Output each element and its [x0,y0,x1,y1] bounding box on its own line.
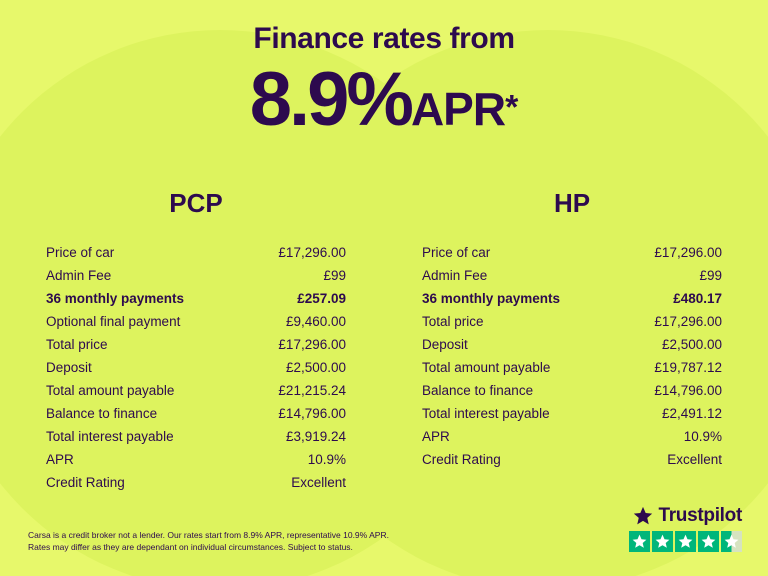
row-value: £99 [323,268,346,283]
star-icon [633,506,653,526]
row-value: £17,296.00 [278,245,346,260]
row-value: 10.9% [683,429,722,444]
row-label: Admin Fee [46,268,112,283]
row-label: Total price [46,337,108,352]
row-label: Admin Fee [422,268,488,283]
table-row [422,264,722,287]
row-value: £99 [699,268,722,283]
row-value: £9,460.00 [285,314,346,329]
row-label: Total amount payable [46,383,175,398]
row-label: APR [46,452,74,467]
disclaimer-line-2: Rates may differ as they are dependant on individual circumstances. Subject to status. [28,542,353,553]
row-value: £14,796.00 [654,383,722,398]
star-icon [652,531,673,552]
table-row [422,402,722,425]
row-label: APR [422,429,450,444]
table-row [46,264,346,287]
row-label: 36 monthly payments [422,291,561,306]
row-value: £2,500.00 [285,360,346,375]
row-value: £19,787.12 [654,360,722,375]
trustpilot-rating [629,531,742,552]
row-value: £2,491.12 [661,406,722,421]
row-value: £480.17 [673,291,722,306]
table-row [46,379,346,402]
row-label: Total interest payable [422,406,550,421]
table-row [46,333,346,356]
table-row [422,448,722,471]
row-label: Balance to finance [46,406,158,421]
finance-column-hp [422,188,722,494]
row-value: £17,296.00 [654,245,722,260]
finance-column-pcp [46,188,346,494]
row-label: Optional final payment [46,314,181,329]
table-row [46,471,346,494]
column-title-hp: HP [553,188,591,218]
table-row [46,402,346,425]
table-row [46,241,346,264]
row-value: £21,215.24 [278,383,346,398]
row-label: Deposit [422,337,468,352]
table-row [46,448,346,471]
row-label: Total price [422,314,484,329]
finance-comparison [0,188,768,494]
trustpilot-logo [629,505,742,527]
disclaimer-line-1: Carsa is a credit broker not a lender. Our rates start from 8.9% APR, representative 10.9% APR. [28,529,389,540]
row-value: £257.09 [297,291,346,306]
rate-value: 8.9% [249,57,411,142]
row-value: £3,919.24 [285,429,346,444]
rates-table-pcp [46,241,346,494]
table-row [422,379,722,402]
column-title-pcp: PCP [169,188,223,218]
row-label: Credit Rating [46,475,125,490]
rates-table-hp [422,241,722,471]
row-value: 10.9% [307,452,346,467]
rate-unit: APR [410,83,506,135]
row-label: 36 monthly payments [46,291,185,306]
table-row [422,425,722,448]
table-row [422,310,722,333]
row-value: Excellent [291,475,346,490]
row-label: Total interest payable [46,429,174,444]
row-value: Excellent [667,452,722,467]
table-row [422,333,722,356]
row-label: Balance to finance [422,383,534,398]
star-icon [629,531,650,552]
row-value: £17,296.00 [654,314,722,329]
star-icon [675,531,696,552]
row-label: Price of car [46,245,115,260]
table-row [422,287,722,310]
legal-disclaimer [28,529,389,555]
star-half-icon [721,531,742,552]
trustpilot-badge[interactable] [629,505,742,552]
table-row [46,287,346,310]
table-row [46,310,346,333]
table-row [422,241,722,264]
row-label: Price of car [422,245,491,260]
rate-headline [0,57,768,142]
table-row [46,356,346,379]
trustpilot-name: Trustpilot [658,505,742,526]
star-icon [698,531,719,552]
row-value: £14,796.00 [278,406,346,421]
row-label: Credit Rating [422,452,501,467]
table-row [46,425,346,448]
row-value: £17,296.00 [278,337,346,352]
row-label: Total amount payable [422,360,551,375]
row-value: £2,500.00 [661,337,722,352]
row-label: Deposit [46,360,92,375]
table-row [422,356,722,379]
rate-asterisk: * [505,88,519,127]
page-title: Finance rates from [253,22,515,55]
